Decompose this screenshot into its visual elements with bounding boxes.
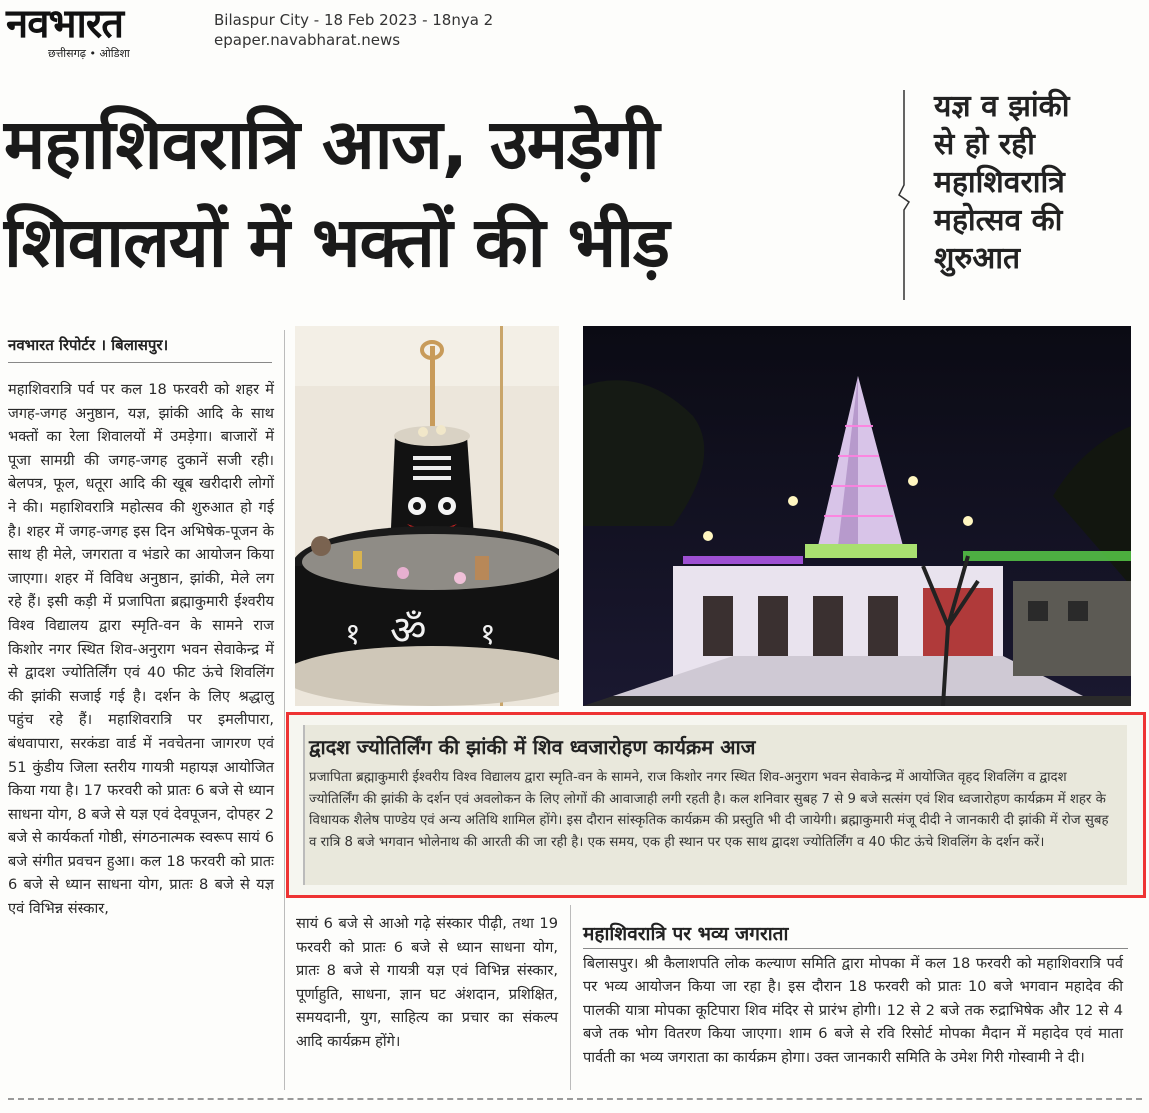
headline-divider bbox=[897, 90, 911, 300]
edition-info bbox=[214, 10, 493, 50]
byline-rule bbox=[8, 362, 272, 363]
jagrata-rule bbox=[583, 948, 1128, 949]
article-column-2: सायं 6 बजे से आओ गढ़े संस्कार पीढ़ी, तथा 19 फरवरी को प्रातः 6 बजे से ध्यान साधना योग, प्रातः 8 बजे से गायत्री यज्ञ एवं विभिन्न संस्कार, पूर्णाहुति, साधना, ज्ञान घट अंशदान, प्रशिक्षित, समयदानी, युग, साहित्य का प्रचार का संकल्प आदि कार्यक्रम होंगे। bbox=[296, 915, 558, 1050]
side-headline-line: महाशिवरात्रि bbox=[934, 165, 1065, 200]
logo-wordmark: नवभारत bbox=[6, 1, 124, 47]
page-bottom-rule bbox=[8, 1098, 1142, 1100]
column-divider bbox=[570, 905, 571, 1090]
shivling-photo bbox=[295, 326, 559, 706]
svg-text:१: १ bbox=[345, 617, 361, 652]
edition-line: Bilaspur City - 18 Feb 2023 - 18nya 2 bbox=[214, 11, 494, 29]
column-divider bbox=[284, 330, 285, 1090]
epaper-url[interactable]: epaper.navabharat.news bbox=[214, 31, 401, 49]
side-headline-line: से हो रही bbox=[934, 127, 1035, 162]
highlight-box-body: प्रजापिता ब्रह्माकुमारी ईश्वरीय विश्व विद्यालय द्वारा स्मृति-वन के सामने, राज किशोर नगर स्थित शिव-अनुराग भवन सेवाकेन्द्र में आयोजित वृहद शिवलिंग व द्वादश ज्योतिर्लिंग की झांकी के दर्शन एवं अवलोकन के लिए लोगों की आवाजाही लगी रहती है। कल शनिवार सुबह 7 से 9 बजे सत्संग एवं शिव ध्वजारोहण कार्यक्रम में शहर के विधायक शैलेष पाण्डेय एवं अन्य अतिथि शामिल होंगे। इस दौरान सांस्कृतिक कार्यक्रम की प्रस्तुति भी दी जायेगी। ब्रह्माकुमारी मंजू दीदी ने जानकारी दी झांकी में रोज सुबह व रात्रि 8 बजे भगवान भोलेनाथ की आरती की जा रही है। एक समय, एक ही स्थान पर एक साथ द्वादश ज्योतिर्लिंग व 40 फीट ऊंचे शिवलिंग के दर्शन करें। bbox=[309, 770, 1109, 850]
side-headline bbox=[934, 88, 1144, 278]
temple-night-photo bbox=[583, 326, 1131, 706]
side-headline-line: यज्ञ व झांकी bbox=[934, 89, 1070, 124]
svg-text:१: १ bbox=[480, 617, 496, 652]
logo-tagline: छत्तीसगढ़ • ओडिशा bbox=[48, 47, 130, 60]
side-headline-line: शुरुआत bbox=[934, 241, 1021, 276]
headline-line-2: शिवालयों में भक्तों की भीड़ bbox=[4, 203, 669, 283]
highlight-box-title: द्वादश ज्योतिर्लिंग की झांकी में शिव ध्वजारोहण कार्यक्रम आज bbox=[309, 735, 756, 759]
jagrata-body: बिलासपुर। श्री कैलाशपति लोक कल्याण समिति द्वारा मोपका में कल 18 फरवरी को महाशिवरात्रि पर्व पर भव्य आयोजन किया जा रहा है। इस दौरान 18 फरवरी को प्रातः 10 बजे भगवान महादेव की पालकी यात्रा मोपका कूटिपारा शिव मंदिर से प्रारंभ होगी। 12 से 2 बजे तक रुद्राभिषेक और 12 से 4 बजे तक भोग वितरण किया जाएगा। शाम 6 बजे से रवि रिसोर्ट मोपका मैदान में महादेव एवं माता पार्वती का भव्य जगराता का कार्यक्रम होगा। उक्त जानकारी समिति के उमेश गिरी गोस्वामी ने दी। bbox=[583, 955, 1123, 1066]
side-headline-line: महोत्सव की bbox=[934, 203, 1063, 238]
jagrata-headline: महाशिवरात्रि पर भव्य जगराता bbox=[583, 923, 789, 945]
highlight-box bbox=[286, 712, 1146, 898]
byline: नवभारत रिपोर्टर । बिलासपुर। bbox=[8, 336, 169, 354]
article-column-1: महाशिवरात्रि पर्व पर कल 18 फरवरी को शहर में जगह-जगह अनुष्ठान, यज्ञ, झांकी आदि के साथ भक्तों का रेला शिवालयों में उमड़ेगा। बाजारों में पूजा सामग्री की जगह-जगह दुकानें सजी रही। बेलपत्र, फूल, धतूरा आदि की खूब खरीदारी लोगों ने की। महाशिवरात्रि महोत्सव की शुरुआत हो गई है। शहर में जगह-जगह इस दिन अभिषेक-पूजन के साथ ही मेले, जगराता व भंडारे का आयोजन किया जाएगा। शहर में विविध अनुष्ठान, झांकी, मेले लग रहे हैं। इसी कड़ी में प्रजापिता ब्रह्माकुमारी ईश्वरीय विश्व विद्यालय द्वारा स्मृति-वन के सामने राज किशोर नगर स्थित शिव-अनुराग भवन सेवाकेन्द्र में से द्वादश ज्योतिर्लिंग एवं 40 फीट ऊंचे शिवलिंग की झांकी सजाई गई है। दर्शन के लिए श्रद्धालु पहुंच रहे हैं। महाशिवरात्रि पर इमलीपारा, बंधवापारा, सरकंडा वार्ड में नवचेतना जागरण एवं 51 कुंडीय जिला स्तरीय गायत्री महायज्ञ आयोजित किया गया है। 17 फरवरी को प्रातः 6 बजे से ध्यान साधना योग, 8 बजे से यज्ञ एवं देवपूजन, दोपहर 2 बजे से कार्यकर्ता गोष्ठी, संगठनात्मक स्वरूप सायं 6 बजे संगीत प्रवचन हुआ। कल 18 फरवरी को प्रातः 6 बजे से ध्यान साधना योग, प्रातः 8 बजे से यज्ञ एवं विभिन्न संस्कार, bbox=[8, 381, 274, 918]
shivling-illustration bbox=[295, 326, 559, 706]
main-headline bbox=[4, 96, 894, 292]
om-symbol: ॐ bbox=[390, 608, 427, 654]
masthead-logo bbox=[6, 1, 196, 60]
headline-line-1: महाशिवरात्रि आज, उमड़ेगी bbox=[4, 105, 659, 185]
temple-illustration bbox=[583, 326, 1131, 706]
